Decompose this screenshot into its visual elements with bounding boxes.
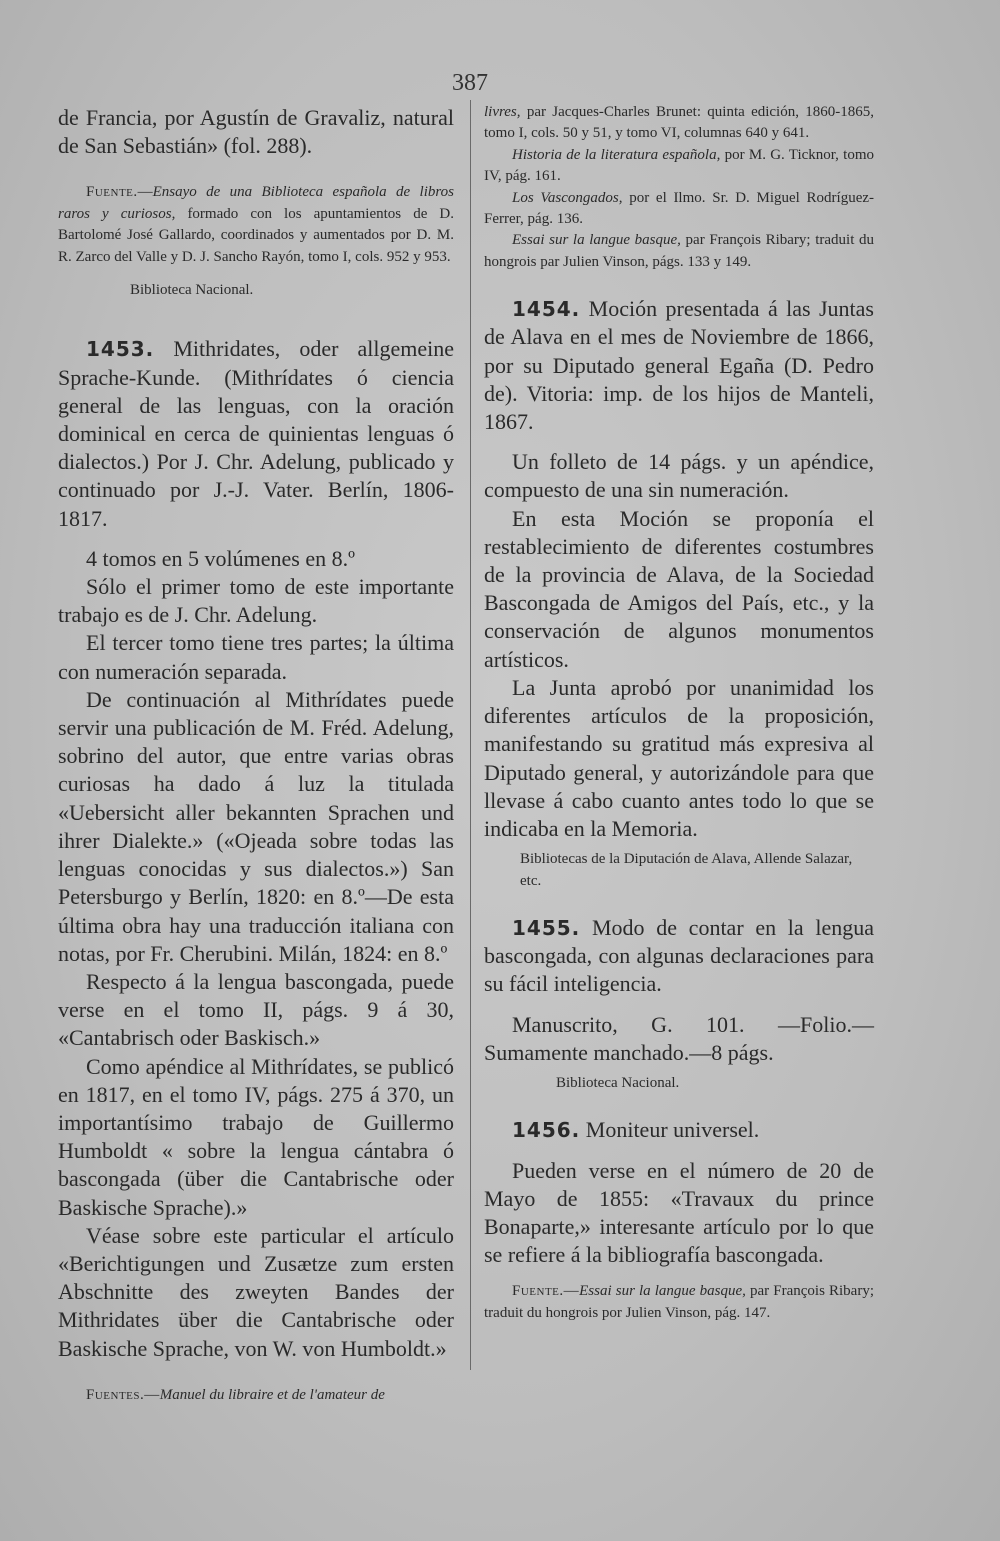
sources-continuation xyxy=(484,102,874,145)
entry-number: 1453. xyxy=(86,337,155,362)
entry-1456-para: Pueden verse en el número de 20 de Mayo de 1855: «Travaux du prince Bonaparte,» interesante artículo por lo que se refiere á la bibliografía bascongada. xyxy=(484,1157,874,1268)
entry-1453-para-3: El tercer tomo tiene tres partes; la última con numeración separada. xyxy=(58,630,454,684)
entry-heading-text: Modo de contar en la lengua bascongada, con algunas declaraciones para su fácil inteligencia. xyxy=(484,914,875,997)
entry-1455-para: Manuscrito, G. 101. —Folio.—Sumamente manchado.—8 págs. xyxy=(484,1011,874,1065)
entry-1454-heading xyxy=(484,295,874,436)
ref-title: Historia de la literatura española, xyxy=(512,146,721,163)
entry-1456-heading xyxy=(484,1116,874,1144)
source-text: formado con los apuntamientos de D. Bartolomé José Gallardo, coordinados y aumentados por D. M. R. Zarco del Valle y D. J. Sancho Rayón, tomo I, cols. 952 y 953. xyxy=(58,205,455,265)
ref-title: livres, xyxy=(484,104,521,120)
ref-title: Los Vascongados, xyxy=(512,189,623,206)
intro-paragraph: de Francia, por Agustín de Gravaliz, natural de San Sebastián» (fol. 288). xyxy=(58,105,454,159)
entry-1453-para-6: Como apéndice al Mithrídates, se publicó en 1817, en el tomo IV, págs. 275 á 370, un importantísimo trabajo de Guillermo Humboldt « sobre la lengua cántabra ó bascongada (über die Cantabrische oder Baskische Sprache).» xyxy=(58,1053,454,1220)
library-note: Biblioteca Nacional. xyxy=(130,282,254,299)
source-label: Fuente. xyxy=(86,184,138,201)
ref-ticknor xyxy=(484,145,874,188)
source-text: par François Ribary; traduit du hongrois por Julien Vinson, pág. 147. xyxy=(484,1283,874,1321)
entry-1453-para-5: Respecto á la lengua bascongada, puede verse en el tomo II, págs. 9 á 30, «Cantabrisch oder Baskisch.» xyxy=(58,968,454,1051)
entry-1453-para-2: Sólo el primer tomo de este importante trabajo es de J. Chr. Adelung. xyxy=(58,574,454,628)
source-title: Essai sur la langue basque, xyxy=(579,1283,746,1300)
entry-1454-para-2: En esta Moción se proponía el restablecimiento de diferentes costumbres de la provincia de Alava, de la Sociedad Bascongada de Amigos del País, etc., y la conservación de algunos monumentos artísticos. xyxy=(484,505,874,672)
ref-ribary xyxy=(484,230,874,273)
entry-heading-text: Moniteur universel. xyxy=(585,1117,760,1143)
entry-1455-library: Biblioteca Nacional. xyxy=(556,1074,680,1091)
entry-1453-para-1: 4 tomos en 5 volúmenes en 8.º xyxy=(86,545,355,571)
entry-number: 1455. xyxy=(512,915,581,940)
ref-vascongados xyxy=(484,188,874,231)
ref-text: por el Ilmo. Sr. D. Miguel Rodríguez-Ferrer, pág. 136. xyxy=(484,189,875,228)
left-column xyxy=(58,104,454,1406)
entry-1454-library: Bibliotecas de la Diputación de Alava, Allende Salazar, etc. xyxy=(520,851,853,889)
ref-text: por M. G. Ticknor, tomo IV, pág. 161. xyxy=(484,146,875,185)
entry-1453-para-4: De continuación al Mithrídates puede servir una publicación de M. Fréd. Adelung, sobrino del autor, que entre varias obras curiosas ha dado á luz la titulada «Uebersicht aller bekannten Sprachen und ihrer Dialekte.» («Ojeada sobre todas las lenguas conocidas y sus dialectos.») San Petersburgo y Berlín, 1820: en 8.º—De esta última obra hay una traducción italiana con notas, por Fr. Cherubini. Milán, 1824: en 8.º xyxy=(58,686,454,966)
page-number: 387 xyxy=(452,70,488,96)
sources-label: Fuentes.— xyxy=(86,1386,160,1403)
entry-heading-text: Mithridates, oder allgemeine Sprache-Kunde. (Mithrídates ó ciencia general de las lenguas, con la oración dominical en cerca de quinientas lenguas ó dialectos.) Por J. Chr. Adelung, publicado y continuado por J.-J. Vater. Berlín, 1806-1817. xyxy=(58,336,455,531)
entry-1456-source xyxy=(484,1281,874,1324)
ref-text: par François Ribary; traduit du hongrois par Julien Vinson, págs. 133 y 149. xyxy=(484,232,874,270)
entry-heading-text: Moción presentada á las Juntas de Alava en el mes de Noviembre de 1866, por su Diputado general Egaña (D. Pedro de). Vitoria: imp. de los hijos de Manteli, 1867. xyxy=(484,296,874,435)
entry-1455-heading xyxy=(484,914,874,999)
entry-1454-para-3: La Junta aprobó por unanimidad los diferentes artículos de la proposición, manifestando su gratitud más expresiva al Diputado general, y autorizándole para que llevase á cabo cuanto antes todo lo que se indicaba en la Memoria. xyxy=(484,674,874,841)
source-note: Fuente.—Ensayo de una Biblioteca española de libros raros y curiosos, formado con los apuntamientos de D. Bartolomé José Gallardo, coordinados y aumentados por D. M. R. Zarco del Valle y D. J. Sancho Rayón, tomo I, cols. 952 y 953. xyxy=(58,184,455,265)
column-divider xyxy=(470,100,471,1370)
entry-1453-heading xyxy=(58,335,454,532)
right-column xyxy=(484,102,874,1324)
sources-note xyxy=(58,1385,454,1406)
source-label: Fuente.— xyxy=(512,1283,580,1300)
entry-number: 1456. xyxy=(512,1118,581,1143)
ref-text: par Jacques-Charles Brunet: quinta edición, 1860-1865, tomo I, cols. 50 y 51, y tomo VI, columnas 640 y 641. xyxy=(484,104,875,142)
source-title: Ensayo de una Biblioteca española de libros raros y curiosos, xyxy=(58,184,454,222)
entry-1453-para-7: Véase sobre este particular el artículo «Berichtigungen und Zusætze zum ersten Abschnitte des zweyten Bandes der Mithridates über die Cantabrische oder Baskische Sprache, von W. von Humboldt.» xyxy=(58,1222,454,1361)
entry-number: 1454. xyxy=(512,297,581,322)
ref-title: Essai sur la langue basque, xyxy=(512,232,681,249)
entry-1454-para-1: Un folleto de 14 págs. y un apéndice, compuesto de una sin numeración. xyxy=(484,449,874,503)
sources-title: Manuel du libraire et de l'amateur de xyxy=(159,1386,385,1403)
